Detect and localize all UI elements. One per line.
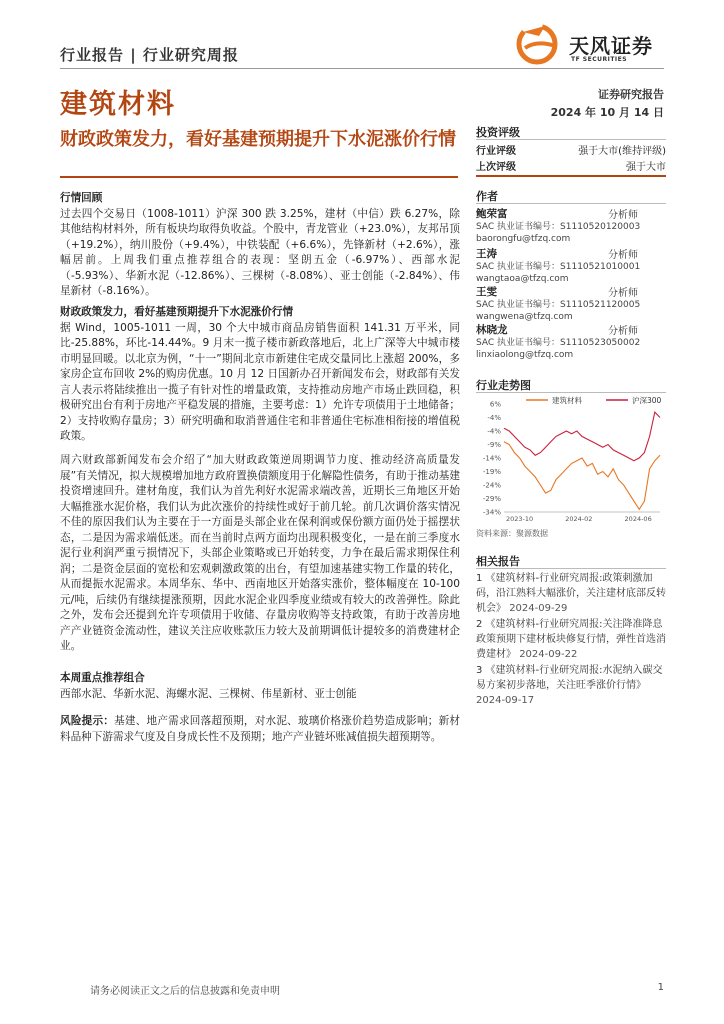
author-email[interactable]: linxiaolong@tfzq.com [476, 350, 574, 360]
chart-title-wrap [476, 377, 666, 393]
logo-mark-icon [515, 22, 565, 70]
related-text[interactable]: 3 《建筑材料-行业研究周报:水泥纳入碳交易方案初步落地，关注旺季涨价行情》 [476, 665, 663, 691]
related-text[interactable]: 1 《建筑材料-行业研究周报:政策刺激加码，沿江熟料大幅涨价，关注建材底部反转机会》 [476, 573, 666, 614]
section-text: 据 Wind，1005-1011 一周，30 个大中城市商品房销售面积 141.31 万平米，同比-25.88%，环比-14.44%。9 月末一揽子楼市新政落地后，北上广深等大中城市楼市明显回暖。以北京为例，“十一”期间北京市新建住宅成交量同比上涨超 200%，多家房企宣布回收 2%的购房优惠。10 月 12 日国新办召开新闻发布会，财政部有关发言人表示将陆续推出一揽子有针对性的增量政策，支持推动房地产市场止跌回稳，积极研究出台有利于房地产平稳发展的措施，主要考虑：1）允许专项债用于土地储备；2）支持收购存量房；3）研究明确和取消普通住宅和非普通住宅标准相衔接的增值税政策。 [60, 321, 460, 442]
x-tick-label: 2023-10 [506, 515, 534, 523]
rating-value: 强于大市(维持评级) [578, 146, 666, 157]
rating-previous [476, 158, 666, 173]
section-policy [60, 305, 460, 445]
author-role: 分析师 [608, 326, 638, 337]
author-role: 分析师 [608, 210, 638, 221]
author-email[interactable]: wangwena@tfzq.com [476, 312, 573, 322]
breadcrumb: 行业报告 | 行业研究周报 [60, 46, 239, 64]
author-sac: SAC 执业证书编号：S1110521120005 [476, 300, 641, 310]
divider [476, 175, 666, 177]
author-card [476, 284, 666, 323]
author-name: 鲍荣富 [476, 208, 508, 220]
y-tick-label: 6% [489, 400, 501, 409]
disclaimer: 请务必阅读正文之后的信息披露和免责申明 [90, 986, 280, 997]
related-text[interactable]: 2 《建筑材料-行业研究周报:关注降准降息政策预期下建材板块修复行情，弹性首选消费建材》 [476, 619, 666, 660]
y-tick-label: -9% [487, 441, 501, 449]
section-risk [60, 714, 460, 745]
legend-label: 沪深300 [632, 396, 662, 405]
section-policy-cont [60, 453, 460, 655]
series-line-建筑材料 [504, 442, 660, 510]
section-title: 行情回顾 [60, 192, 103, 204]
risk-title: 风险提示： [60, 715, 115, 727]
y-tick-label: -4% [487, 427, 501, 436]
industry-trend-chart [476, 394, 666, 524]
related-item[interactable] [476, 617, 666, 662]
rating-value: 强于大市 [626, 162, 666, 173]
author-sac: SAC 执业证书编号：S1110520120003 [476, 222, 641, 232]
section-recommend [60, 671, 460, 702]
rating-label: 行业评级 [476, 146, 516, 157]
y-tick-label: -24% [482, 481, 501, 490]
page-number: 1 [657, 982, 664, 993]
section-text: 西部水泥、华新水泥、海螺水泥、三棵树、伟星新材、亚士创能 [60, 687, 357, 700]
author-email[interactable]: baorongfu@tfzq.com [476, 234, 571, 244]
author-card [476, 206, 666, 245]
logo-text: 天风证券 [569, 34, 653, 58]
chart-title: 行业走势图 [476, 379, 531, 392]
rating-title: 投资评级 [476, 126, 520, 139]
page-title: 财政政策发力，看好基建预期提升下水泥涨价行情 [60, 129, 456, 150]
related-item[interactable] [476, 663, 666, 708]
risk-text: 基建、地产需求回落超预期，对水泥、玻璃价格涨价趋势造成影响；新材料品种下游需求气度及自身成长性不及预期；地产产业链坏账减值损失超预期等。 [60, 715, 461, 743]
author-card [476, 246, 666, 285]
authors-title-wrap [476, 188, 666, 204]
divider [476, 139, 666, 140]
title-divider [60, 176, 458, 178]
x-tick-label: 2024-06 [624, 515, 652, 523]
section-title: 财政政策发力，看好基建预期提升下水泥涨价行情 [60, 306, 294, 318]
related-date: 2024-09-22 [519, 649, 578, 660]
section-text: 周六财政部新闻发布会介绍了“加大财政政策逆周期调节力度、推动经济高质量发展”有关情况，拟大规模增加地方政府置换债额度用于化解隐性债务，有助于推动基建投资增速回升。建材角度，我们认为首先利好水泥需求端改善，近期长三角地区开始大幅推涨水泥价格，我们认为此次涨价的持续性或好于前几轮。前几次调价落实情况不佳的原因我们认为主要在于一方面是头部企业在保利润或保份额方面仍处于摇摆状态，二是因为需求端低迷。而在当前时点两方面均出现积极变化，一是在前三季度水泥行业利润严重亏损情况下，头部企业策略或已开始转变，力争在最后需求期保住利润；二是资金层面的宽松和宏观刺激政策的出台，有望加速基建实物工作量的转化，从而提振水泥需求。本周华东、华中、西南地区开始落实涨价，整体幅度在 10-100 元/吨，后续仍有继续提涨预期，因此水泥企业四季度业绩或有较大的改善弹性。除此之外，发布会还提到允许专项债用于收储、存量房收购等支持政策，有助于改善房地产产业链资金流动性，建议关注应收账款压力较大及前期调低计提较多的消费建材企业。 [60, 454, 460, 652]
report-type: 证券研究报告 [598, 88, 664, 101]
rating-label: 上次评级 [476, 162, 516, 173]
y-tick-label: -34% [482, 508, 501, 517]
rating-current [476, 142, 666, 157]
divider [476, 203, 666, 204]
related-date: 2024-09-17 [476, 695, 535, 706]
related-item[interactable] [476, 571, 666, 616]
rating-box [476, 124, 666, 140]
author-card [476, 322, 666, 361]
logo-text-en: TF SECURITIES [571, 56, 628, 63]
divider [476, 392, 666, 393]
y-tick-label: -4% [487, 414, 501, 422]
series-line-沪深300 [504, 412, 660, 461]
divider [476, 568, 666, 569]
y-tick-label: -19% [482, 468, 501, 476]
author-role: 分析师 [608, 250, 638, 261]
x-tick-label: 2024-02 [565, 515, 593, 523]
author-sac: SAC 执业证书编号：S1110523050002 [476, 338, 641, 348]
authors-title: 作者 [476, 190, 498, 203]
legend-label: 建筑材料 [552, 396, 582, 405]
y-tick-label: -14% [482, 454, 501, 463]
section-title: 本周重点推荐组合 [60, 672, 145, 684]
section-text: 过去四个交易日（1008-1011）沪深 300 跌 3.25%，建材（中信）跌 6.27%，除其他结构材料外，所有板块均取得负收益。个股中，青龙管业（+23.0%），友邦吊顶（+19.2%），纳川股份（+9.4%），中铁装配（+6.6%），先锋新材（+2.6%），涨幅居前。上周我们重点推荐组合的表现：坚朗五金（-6.97%）、西部水泥（-5.93%）、华新水泥（-12.86%）、三棵树（-8.08%）、亚士创能（-2.84%）、伟星新材（-8.16%）。 [60, 207, 460, 297]
author-name: 林晓龙 [476, 324, 508, 336]
author-sac: SAC 执业证书编号：S1110521010001 [476, 262, 641, 272]
author-name: 王涛 [476, 248, 497, 260]
author-email[interactable]: wangtaoa@tfzq.com [476, 274, 569, 284]
author-role: 分析师 [608, 288, 638, 299]
related-date: 2024-09-29 [509, 603, 568, 614]
sector-title: 建筑材料 [60, 89, 176, 120]
chart-source: 资料来源：聚源数据 [476, 529, 548, 538]
company-logo [515, 22, 665, 70]
section-market-review [60, 191, 460, 300]
related-title: 相关报告 [476, 555, 520, 568]
report-date: 2024 年 10 月 14 日 [550, 106, 664, 119]
author-name: 王雯 [476, 286, 497, 298]
y-tick-label: -29% [482, 495, 501, 503]
related-title-wrap [476, 553, 666, 569]
